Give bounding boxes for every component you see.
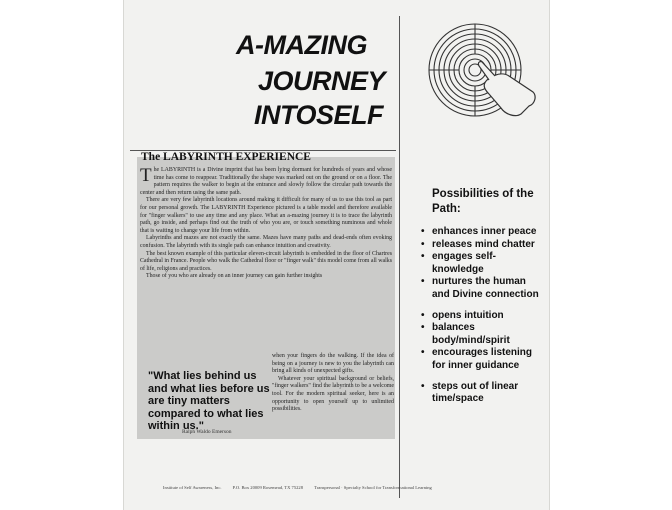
footer-school: Transpersonal · Specialty School for Transformational Learning bbox=[314, 485, 432, 490]
column-divider bbox=[399, 16, 400, 498]
paragraph-4: The best known example of this particular eleven-circuit labyrinth is embedded in the floor of Chartres Cathedral in France. People who walk the Cathedral floor or "finger walk" this model come from all walks of life, religions and practices. bbox=[140, 250, 392, 272]
list-item: • nurtures the human and Divine connection bbox=[418, 276, 546, 301]
paragraph-3: Labyrinths and mazes are not exactly the same. Mazes have many paths and dead-ends often evoking confusion. The labyrinth with its single path can enhance intuition and creativity. bbox=[140, 235, 392, 249]
list-item: • steps out of linear time/space bbox=[418, 381, 546, 406]
article-body bbox=[140, 167, 392, 281]
section-heading: The LABYRINTH EXPERIENCE bbox=[141, 151, 311, 163]
list-item: • opens intuition bbox=[418, 310, 546, 323]
footer bbox=[163, 485, 442, 490]
possibilities-list bbox=[418, 226, 546, 406]
list-item: • encourages listening for inner guidance bbox=[418, 347, 546, 372]
list-item: • balances body/mind/spirit bbox=[418, 322, 546, 347]
title-line-2: JOURNEY bbox=[258, 66, 386, 96]
list-item: • releases mind chatter bbox=[418, 239, 546, 252]
paragraph-1: The LABYRINTH is a Divine imprint that has been lying dormant for hundreds of years and whose time has come to reappear. Traditionally the shape was marked out on the ground or on a floor. The pattern requires the walker to begin at the entrance and slowly follow the circular path towards the center and then return using the same path. bbox=[140, 165, 392, 196]
dropcap: T bbox=[140, 165, 152, 186]
continuation-paragraph-1: when your fingers do the walking. If the idea of being on a journey is new to you the labyrinth can bring all kinds of unexpected gifts. bbox=[272, 353, 394, 375]
title-line-3: INTOSELF bbox=[254, 100, 384, 130]
article-continuation bbox=[272, 353, 394, 414]
paragraph-2: There are very few labyrinth locations around making it difficult for many of us to use this tool as part for our personal growth. The LABYRINTH Experience pictured is a table model and therefore available for "finger walkers" to use any time and any place. What an a-mazing journey it is to trace the labyrinth path, go inside, and perhaps find out the truth of who you are, or touch something numinous and whole that is waiting to change your life from within. bbox=[140, 197, 392, 234]
labyrinth-hand-icon bbox=[417, 14, 539, 138]
pull-quote: "What lies behind us and what lies before us are tiny matters compared to what lies within us." bbox=[148, 370, 270, 432]
footer-org: Institute of Self Awareness, Inc. bbox=[163, 485, 222, 490]
possibilities-title: Possibilities of the Path: bbox=[432, 188, 534, 215]
list-item: • enhances inner peace bbox=[418, 226, 546, 239]
continuation-paragraph-2: Whatever your spiritual background or beliefs, "finger walkers" find the labyrinth to be a welcome tool. For the modern spiritual seeker, here is an opportunity to open yourself up to unlimited possibilities. bbox=[272, 375, 394, 413]
title-line-1: A-MAZING bbox=[236, 30, 367, 60]
list-item: • engages self-knowledge bbox=[418, 251, 546, 276]
footer-address: P.O. Box 20009 Rosemead, TX 75228 bbox=[232, 485, 304, 490]
quote-attribution: Ralph Waldo Emerson bbox=[182, 429, 232, 435]
paragraph-5: Those of you who are already on an inner journey can gain further insights bbox=[146, 273, 323, 280]
